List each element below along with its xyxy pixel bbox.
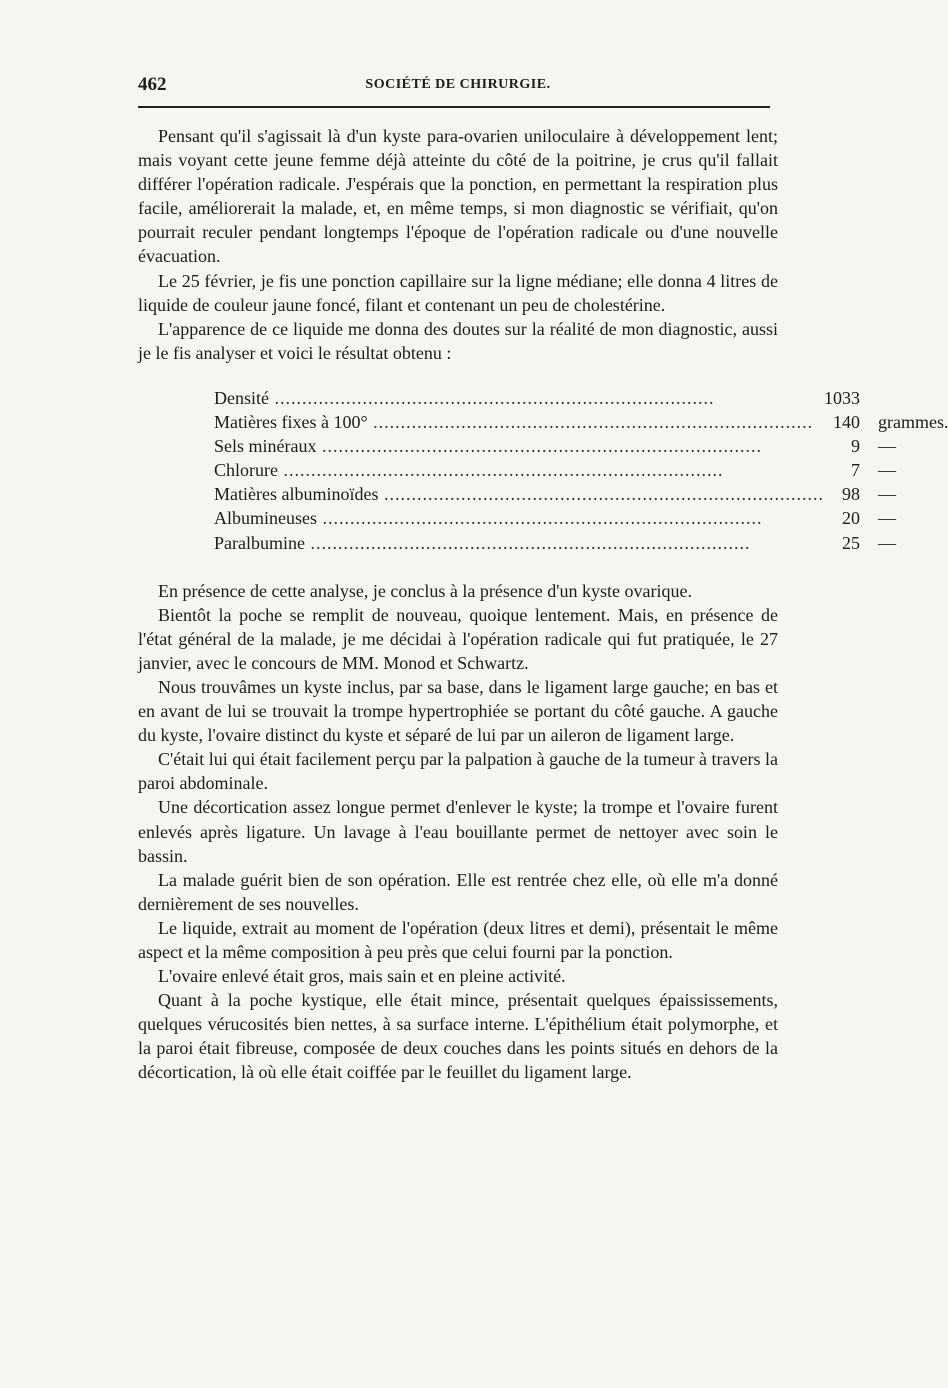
analysis-label: Matières fixes à 100° (214, 412, 368, 433)
analysis-label: Paralbumine (214, 532, 305, 553)
leader-dots: ................................................................................ (367, 412, 814, 433)
analysis-value: 140 (832, 412, 860, 433)
analysis-value: 25 (841, 532, 860, 553)
analysis-value: 7 (850, 460, 860, 481)
paragraph: Nous trouvâmes un kyste inclus, par sa base, dans le ligament large gauche; en bas et en avant de lui se trouvait la trompe hypertrophiée se portant du côté gauche. A gauche du kyste, l'ovaire distinct du kyste et séparé de lui par un aileron de ligament large. (138, 676, 778, 746)
analysis-value: 20 (841, 508, 860, 529)
analysis-unit (870, 386, 948, 410)
paragraph: L'apparence de ce liquide me donna des doutes sur la réalité de mon diagnostic, aussi je le fis analyser et voici le résultat obtenu : (138, 318, 778, 363)
leader-dots: ................................................................................ (317, 508, 763, 529)
paragraph: La malade guérit bien de son opération. Elle est rentrée chez elle, où elle m'a donné dernièrement de ses nouvelles. (138, 869, 778, 914)
paragraph: C'était lui qui était facilement perçu par la palpation à gauche de la tumeur à travers la paroi abdominale. (138, 749, 778, 794)
analysis-table (214, 386, 948, 555)
analysis-row (214, 386, 948, 410)
analysis-row (214, 410, 948, 434)
analysis-unit: grammes. (877, 412, 948, 433)
analysis-row (214, 458, 948, 482)
analysis-unit: — (877, 484, 896, 505)
analysis-label: Chlorure (214, 460, 278, 481)
analysis-row (214, 531, 948, 555)
analysis-unit: — (877, 508, 896, 529)
paragraph: Le liquide, extrait au moment de l'opération (deux litres et demi), présentait le même aspect et la même composition à peu près que celui fourni par la ponction. (138, 917, 778, 962)
analysis-row (214, 506, 948, 530)
paragraph: Quant à la poche kystique, elle était mince, présentait quelques épaississements, quelques vérucosités bien nettes, à sa surface interne. L'épithélium était polymorphe, et la paroi était fibreuse, composée de deux couches dans les points situés en dehors de la décortication, là où elle était coiffée par le feuillet du ligament large. (138, 990, 778, 1083)
leader-dots: ................................................................................ (268, 387, 715, 408)
analysis-value: 98 (841, 484, 860, 505)
body-text (138, 124, 948, 1085)
leader-dots: ................................................................................ (277, 460, 724, 481)
analysis-row (214, 434, 948, 458)
paragraph: Une décortication assez longue permet d'enlever le kyste; la trompe et l'ovaire furent enlevés après ligature. Un lavage à l'eau bouillante permet de nettoyer avec soin le bassin. (138, 797, 778, 866)
running-title: SOCIÉTÉ DE CHIRURGIE. (365, 77, 551, 92)
analysis-value: 9 (850, 436, 860, 457)
analysis-label: Matières albuminoïdes (214, 484, 379, 505)
paragraph: En présence de cette analyse, je conclus à la présence d'un kyste ovarique. (158, 580, 693, 601)
analysis-unit: — (877, 436, 896, 457)
header-rule (138, 106, 770, 108)
paragraph: Bientôt la poche se remplit de nouveau, quoique lentement. Mais, en présence de l'état général de la malade, je me décidai à l'opération radicale qui fut pratiquée, le 27 janvier, avec le concours de MM. Monod et Schwartz. (138, 604, 778, 673)
leader-dots: ................................................................................ (304, 532, 751, 553)
paragraph: Pensant qu'il s'agissait là d'un kyste para-ovarien uniloculaire à développement lent; mais voyant cette jeune femme déjà atteinte du côté de la poitrine, je crus qu'il fallait différer l'opération radicale. J'espérais que la ponction, en permettant la respiration plus facile, améliorerait la malade, et, en même temps, si mon diagnostic se vérifiait, qu'on pourrait reculer pendant longtemps l'époque de l'opération radicale ou d'une nouvelle évacuation. (138, 126, 778, 267)
paragraph: Le 25 février, je fis une ponction capillaire sur la ligne médiane; elle donna 4 litres de liquide de couleur jaune foncé, filant et contenant un peu de cholestérine. (138, 270, 778, 315)
analysis-label: Sels minéraux (214, 436, 317, 457)
analysis-unit: — (877, 532, 896, 553)
page-number: 462 (138, 74, 167, 95)
analysis-unit: — (877, 460, 896, 481)
leader-dots: ................................................................................ (316, 436, 762, 457)
analysis-row (214, 482, 948, 506)
paragraph: L'ovaire enlevé était gros, mais sain et en pleine activité. (158, 966, 566, 987)
analysis-label: Albumineuses (214, 508, 317, 529)
analysis-label: Densité (214, 387, 269, 408)
analysis-value: 1033 (823, 387, 860, 408)
leader-dots: ................................................................................ (378, 484, 824, 505)
page-header (138, 74, 778, 98)
